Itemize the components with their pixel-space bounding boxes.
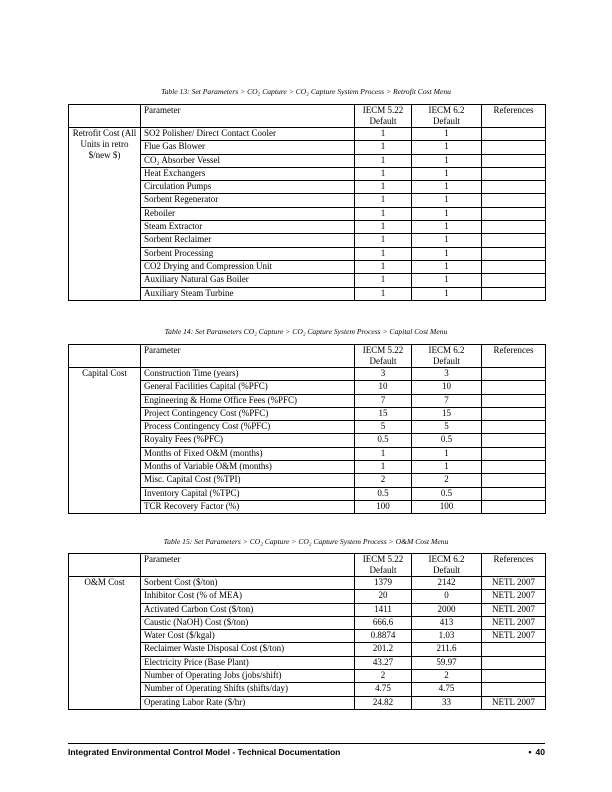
iecm-62-default-cell: 0 bbox=[412, 590, 482, 603]
iecm-522-default-cell: 1 bbox=[355, 234, 412, 247]
iecm-62-default-cell: 1 bbox=[412, 194, 482, 207]
parameter-cell: Caustic (NaOH) Cost ($/ton) bbox=[141, 616, 355, 629]
column-header: References bbox=[482, 345, 546, 368]
parameter-cell: CO2 Drying and Compression Unit bbox=[141, 260, 355, 273]
iecm-62-default-cell: 1 bbox=[412, 461, 482, 474]
table-row bbox=[69, 603, 546, 616]
table-row bbox=[69, 407, 546, 420]
iecm-522-default-cell: 4.75 bbox=[355, 683, 412, 696]
references-cell bbox=[482, 683, 546, 696]
column-header bbox=[69, 554, 141, 577]
column-header: References bbox=[482, 105, 546, 128]
iecm-62-default-cell: 1.03 bbox=[412, 630, 482, 643]
references-cell: NETL 2007 bbox=[482, 603, 546, 616]
row-group-label: Capital Cost bbox=[69, 368, 141, 514]
column-header: IECM 6.2 Default bbox=[412, 105, 482, 128]
parameter-cell: Sorbent Regenerator bbox=[141, 194, 355, 207]
parameter-cell: Months of Variable O&M (months) bbox=[141, 461, 355, 474]
iecm-62-default-cell: 1 bbox=[412, 141, 482, 154]
table-row bbox=[69, 643, 546, 656]
references-cell: NETL 2007 bbox=[482, 630, 546, 643]
table-row bbox=[69, 461, 546, 474]
iecm-62-default-cell: 1 bbox=[412, 247, 482, 260]
parameter-cell: Royalty Fees (%PFC) bbox=[141, 434, 355, 447]
iecm-522-default-cell: 1379 bbox=[355, 577, 412, 590]
parameter-cell: Heat Exchangers bbox=[141, 167, 355, 180]
iecm-62-default-cell: 1 bbox=[412, 207, 482, 220]
iecm-62-default-cell: 33 bbox=[412, 696, 482, 709]
footer-page-number bbox=[528, 747, 545, 757]
parameter-cell: Number of Operating Jobs (jobs/shift) bbox=[141, 670, 355, 683]
parameter-cell: Auxiliary Steam Turbine bbox=[141, 287, 355, 300]
table-row bbox=[69, 616, 546, 629]
parameter-cell: Sorbent Reclaimer bbox=[141, 234, 355, 247]
iecm-522-default-cell: 5 bbox=[355, 421, 412, 434]
table-13-retrofit-cost bbox=[68, 104, 546, 301]
table-row bbox=[69, 274, 546, 287]
column-header: IECM 6.2 Default bbox=[412, 554, 482, 577]
table-row bbox=[69, 141, 546, 154]
references-cell bbox=[482, 287, 546, 300]
iecm-522-default-cell: 1 bbox=[355, 167, 412, 180]
iecm-522-default-cell: 1 bbox=[355, 447, 412, 460]
iecm-62-default-cell: 2142 bbox=[412, 577, 482, 590]
column-header: IECM 5.22 Default bbox=[355, 345, 412, 368]
iecm-522-default-cell: 1 bbox=[355, 154, 412, 167]
parameter-cell: Misc. Capital Cost (%TPI) bbox=[141, 474, 355, 487]
table-13-caption: Table 13: Set Parameters > CO₂ Capture > CO₂ Capture System Process > Retrofit Cost Menu bbox=[161, 87, 451, 96]
iecm-522-default-cell: 201.2 bbox=[355, 643, 412, 656]
table-14-capital-cost bbox=[68, 344, 546, 514]
iecm-62-default-cell: 1 bbox=[412, 287, 482, 300]
table-row bbox=[69, 128, 546, 141]
iecm-62-default-cell: 10 bbox=[412, 381, 482, 394]
references-cell bbox=[482, 181, 546, 194]
table-row bbox=[69, 154, 546, 167]
parameter-cell: Flue Gas Blower bbox=[141, 141, 355, 154]
parameter-cell: Number of Operating Shifts (shifts/day) bbox=[141, 683, 355, 696]
table-row bbox=[69, 167, 546, 180]
references-cell: NETL 2007 bbox=[482, 696, 546, 709]
iecm-522-default-cell: 1 bbox=[355, 181, 412, 194]
table-row bbox=[69, 221, 546, 234]
row-group-label: Retrofit Cost (All Units in retro $/new $) bbox=[69, 128, 141, 301]
iecm-62-default-cell: 3 bbox=[412, 368, 482, 381]
references-cell bbox=[482, 154, 546, 167]
parameter-cell: Activated Carbon Cost ($/ton) bbox=[141, 603, 355, 616]
table-header-row bbox=[69, 105, 546, 128]
references-cell bbox=[482, 207, 546, 220]
parameter-cell: Sorbent Processing bbox=[141, 247, 355, 260]
references-cell: NETL 2007 bbox=[482, 616, 546, 629]
references-cell bbox=[482, 274, 546, 287]
iecm-62-default-cell: 0.5 bbox=[412, 487, 482, 500]
parameter-cell: CO₂ Absorber Vessel bbox=[141, 154, 355, 167]
table-row bbox=[69, 421, 546, 434]
references-cell bbox=[482, 434, 546, 447]
table-row bbox=[69, 381, 546, 394]
parameter-cell: TCR Recovery Factor (%) bbox=[141, 500, 355, 513]
iecm-62-default-cell: 15 bbox=[412, 407, 482, 420]
iecm-522-default-cell: 2 bbox=[355, 474, 412, 487]
references-cell bbox=[482, 381, 546, 394]
references-cell bbox=[482, 487, 546, 500]
parameter-cell: Operating Labor Rate ($/hr) bbox=[141, 696, 355, 709]
parameter-cell: Engineering & Home Office Fees (%PFC) bbox=[141, 394, 355, 407]
iecm-522-default-cell: 43.27 bbox=[355, 656, 412, 669]
iecm-62-default-cell: 1 bbox=[412, 181, 482, 194]
iecm-62-default-cell: 4.75 bbox=[412, 683, 482, 696]
iecm-62-default-cell: 1 bbox=[412, 274, 482, 287]
iecm-522-default-cell: 3 bbox=[355, 368, 412, 381]
iecm-62-default-cell: 7 bbox=[412, 394, 482, 407]
table-row bbox=[69, 487, 546, 500]
iecm-522-default-cell: 1 bbox=[355, 274, 412, 287]
table-row bbox=[69, 247, 546, 260]
references-cell bbox=[482, 141, 546, 154]
parameter-cell: Process Contingency Cost (%PFC) bbox=[141, 421, 355, 434]
table-header-row bbox=[69, 554, 546, 577]
references-cell bbox=[482, 656, 546, 669]
iecm-62-default-cell: 0.5 bbox=[412, 434, 482, 447]
table-row bbox=[69, 630, 546, 643]
iecm-522-default-cell: 20 bbox=[355, 590, 412, 603]
table-row bbox=[69, 194, 546, 207]
references-cell bbox=[482, 407, 546, 420]
table-row bbox=[69, 434, 546, 447]
iecm-62-default-cell: 2 bbox=[412, 474, 482, 487]
references-cell: NETL 2007 bbox=[482, 590, 546, 603]
iecm-522-default-cell: 0.8874 bbox=[355, 630, 412, 643]
iecm-522-default-cell: 7 bbox=[355, 394, 412, 407]
iecm-522-default-cell: 1 bbox=[355, 461, 412, 474]
row-group-label: O&M Cost bbox=[69, 577, 141, 710]
references-cell bbox=[482, 500, 546, 513]
iecm-62-default-cell: 413 bbox=[412, 616, 482, 629]
iecm-522-default-cell: 24.82 bbox=[355, 696, 412, 709]
table-row bbox=[69, 500, 546, 513]
parameter-cell: Steam Extractor bbox=[141, 221, 355, 234]
references-cell bbox=[482, 128, 546, 141]
iecm-522-default-cell: 1411 bbox=[355, 603, 412, 616]
iecm-522-default-cell: 2 bbox=[355, 670, 412, 683]
table-row bbox=[69, 447, 546, 460]
iecm-522-default-cell: 100 bbox=[355, 500, 412, 513]
parameter-cell: Project Contingency Cost (%PFC) bbox=[141, 407, 355, 420]
iecm-62-default-cell: 2000 bbox=[412, 603, 482, 616]
parameter-cell: Inhibitor Cost (% of MEA) bbox=[141, 590, 355, 603]
references-cell bbox=[482, 394, 546, 407]
table-row bbox=[69, 656, 546, 669]
iecm-522-default-cell: 15 bbox=[355, 407, 412, 420]
iecm-522-default-cell: 0.5 bbox=[355, 487, 412, 500]
iecm-522-default-cell: 1 bbox=[355, 247, 412, 260]
table-row bbox=[69, 368, 546, 381]
column-header bbox=[69, 345, 141, 368]
parameter-cell: Sorbent Cost ($/ton) bbox=[141, 577, 355, 590]
iecm-62-default-cell: 2 bbox=[412, 670, 482, 683]
column-header: Parameter bbox=[141, 554, 355, 577]
references-cell bbox=[482, 368, 546, 381]
iecm-522-default-cell: 666.6 bbox=[355, 616, 412, 629]
table-row bbox=[69, 683, 546, 696]
iecm-62-default-cell: 1 bbox=[412, 234, 482, 247]
iecm-522-default-cell: 1 bbox=[355, 221, 412, 234]
iecm-62-default-cell: 1 bbox=[412, 221, 482, 234]
iecm-62-default-cell: 5 bbox=[412, 421, 482, 434]
references-cell bbox=[482, 260, 546, 273]
references-cell bbox=[482, 194, 546, 207]
table-row bbox=[69, 670, 546, 683]
footer-rule bbox=[68, 743, 545, 744]
parameter-cell: SO2 Polisher/ Direct Contact Cooler bbox=[141, 128, 355, 141]
table-row bbox=[69, 577, 546, 590]
table-row bbox=[69, 696, 546, 709]
table-row bbox=[69, 234, 546, 247]
parameter-cell: Construction Time (years) bbox=[141, 368, 355, 381]
references-cell bbox=[482, 670, 546, 683]
parameter-cell: Inventory Capital (%TPC) bbox=[141, 487, 355, 500]
iecm-522-default-cell: 1 bbox=[355, 207, 412, 220]
references-cell: NETL 2007 bbox=[482, 577, 546, 590]
iecm-62-default-cell: 1 bbox=[412, 260, 482, 273]
column-header: Parameter bbox=[141, 345, 355, 368]
column-header: References bbox=[482, 554, 546, 577]
references-cell bbox=[482, 221, 546, 234]
footer-bullet: • bbox=[528, 747, 532, 757]
iecm-62-default-cell: 1 bbox=[412, 128, 482, 141]
iecm-522-default-cell: 1 bbox=[355, 287, 412, 300]
iecm-522-default-cell: 1 bbox=[355, 260, 412, 273]
table-row bbox=[69, 394, 546, 407]
table-15-caption: Table 15: Set Parameters > CO₂ Capture > CO₂ Capture System Process > O&M Cost Menu bbox=[163, 537, 449, 546]
references-cell bbox=[482, 447, 546, 460]
references-cell bbox=[482, 461, 546, 474]
parameter-cell: Auxiliary Natural Gas Boiler bbox=[141, 274, 355, 287]
table-header-row bbox=[69, 345, 546, 368]
table-row bbox=[69, 287, 546, 300]
iecm-62-default-cell: 1 bbox=[412, 447, 482, 460]
references-cell bbox=[482, 643, 546, 656]
parameter-cell: Water Cost ($/kgal) bbox=[141, 630, 355, 643]
iecm-522-default-cell: 1 bbox=[355, 141, 412, 154]
table-row bbox=[69, 590, 546, 603]
parameter-cell: Circulation Pumps bbox=[141, 181, 355, 194]
iecm-522-default-cell: 1 bbox=[355, 194, 412, 207]
references-cell bbox=[482, 234, 546, 247]
table-row bbox=[69, 260, 546, 273]
column-header: IECM 5.22 Default bbox=[355, 105, 412, 128]
iecm-62-default-cell: 1 bbox=[412, 167, 482, 180]
column-header: IECM 6.2 Default bbox=[412, 345, 482, 368]
iecm-522-default-cell: 0.5 bbox=[355, 434, 412, 447]
page-number: 40 bbox=[535, 747, 545, 757]
column-header: Parameter bbox=[141, 105, 355, 128]
table-row bbox=[69, 207, 546, 220]
iecm-62-default-cell: 211.6 bbox=[412, 643, 482, 656]
iecm-62-default-cell: 59.97 bbox=[412, 656, 482, 669]
column-header bbox=[69, 105, 141, 128]
footer-title: Integrated Environmental Control Model - Technical Documentation bbox=[68, 747, 341, 757]
parameter-cell: General Facilities Capital (%PFC) bbox=[141, 381, 355, 394]
table-row bbox=[69, 474, 546, 487]
parameter-cell: Electricity Price (Base Plant) bbox=[141, 656, 355, 669]
iecm-522-default-cell: 10 bbox=[355, 381, 412, 394]
table-15-om-cost bbox=[68, 553, 546, 710]
iecm-522-default-cell: 1 bbox=[355, 128, 412, 141]
references-cell bbox=[482, 167, 546, 180]
parameter-cell: Reboiler bbox=[141, 207, 355, 220]
parameter-cell: Months of Fixed O&M (months) bbox=[141, 447, 355, 460]
table-row bbox=[69, 181, 546, 194]
parameter-cell: Reclaimer Waste Disposal Cost ($/ton) bbox=[141, 643, 355, 656]
references-cell bbox=[482, 247, 546, 260]
column-header: IECM 5.22 Default bbox=[355, 554, 412, 577]
table-14-caption: Table 14: Set Parameters CO₂ Capture > CO₂ Capture System Process > Capital Cost Menu bbox=[164, 327, 448, 336]
references-cell bbox=[482, 474, 546, 487]
iecm-62-default-cell: 100 bbox=[412, 500, 482, 513]
iecm-62-default-cell: 1 bbox=[412, 154, 482, 167]
references-cell bbox=[482, 421, 546, 434]
